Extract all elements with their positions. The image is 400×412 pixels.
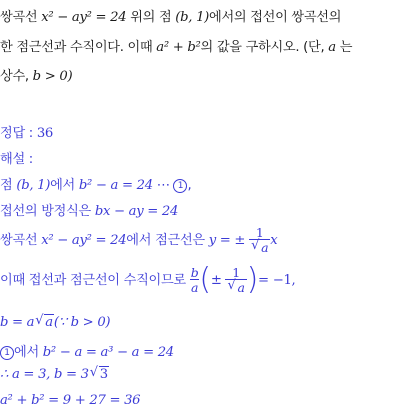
solution-step-2 bbox=[0, 200, 400, 219]
hyperbola-equation: x² − ay² = 24 bbox=[41, 10, 127, 25]
sqrt-icon: √ a bbox=[35, 313, 53, 330]
step-text: 에서 bbox=[14, 345, 43, 360]
problem-text: 쌍곡선 bbox=[0, 10, 42, 25]
step-equation: b² − a = a³ − a = 24 bbox=[42, 345, 174, 360]
solution-step-3 bbox=[0, 226, 400, 254]
circled-number-icon: 1 bbox=[0, 346, 14, 360]
answer-line bbox=[0, 122, 400, 141]
right-paren: ) bbox=[246, 262, 259, 298]
step-equation: b² − a = 24 bbox=[78, 178, 153, 193]
problem-text: 상수, bbox=[0, 69, 33, 84]
solution-step-8 bbox=[0, 393, 400, 408]
sqrt-icon: √ 3 bbox=[89, 365, 108, 382]
step-text: 점 bbox=[0, 178, 17, 193]
variable-x: x bbox=[270, 233, 278, 249]
step-text: 접선의 방정식은 bbox=[0, 204, 95, 219]
step-text: 에서 점근선은 bbox=[126, 233, 209, 249]
condition-note: (∵ b > 0) bbox=[53, 315, 111, 330]
step-equation: ∴ a = 3, b = 3 bbox=[0, 367, 89, 382]
problem-text: 에서의 접선이 쌍곡선의 bbox=[209, 10, 342, 25]
slope-fraction-2: 1 √ a bbox=[227, 265, 245, 296]
step-equation: b = a bbox=[0, 315, 35, 330]
explanation-label bbox=[0, 148, 400, 167]
solution-step-4 bbox=[0, 262, 400, 298]
answer-value: 36 bbox=[36, 126, 53, 141]
slope-fraction: $\frac{b}{a}$ bbox=[190, 265, 199, 296]
tangent-equation: bx − ay = 24 bbox=[94, 204, 179, 219]
variable-a: a bbox=[328, 40, 336, 55]
problem-text: 의 값을 구하시오. (단, bbox=[200, 40, 329, 55]
condition: b > 0) bbox=[32, 69, 73, 84]
step-rhs: = −1, bbox=[258, 273, 296, 289]
solution-step-7 bbox=[0, 367, 400, 382]
solution-step-6 bbox=[0, 341, 400, 360]
problem-text: 위의 점 bbox=[126, 10, 176, 25]
final-equation: a² + b² = 9 + 27 = 36 bbox=[0, 393, 141, 408]
problem-line-3 bbox=[0, 65, 400, 84]
answer-label: 정답 : bbox=[0, 126, 37, 141]
step-text: 쌍곡선 bbox=[0, 233, 42, 249]
step-text: 이때 접선과 점근선이 수직이므로 bbox=[0, 273, 190, 289]
solution-step-1: 점 (b, 1)에서 b² − a = 24 ⋯ 1 , bbox=[0, 178, 192, 193]
sqrt-icon: √ a bbox=[227, 278, 245, 296]
plus-minus: ± bbox=[210, 273, 222, 289]
left-paren: ( bbox=[199, 262, 211, 298]
asymptote-fraction: 1 √ a bbox=[251, 225, 269, 256]
problem-line-2 bbox=[0, 36, 400, 55]
point-label: (b, 1) bbox=[16, 178, 51, 193]
step-text: 에서 bbox=[50, 178, 79, 193]
problem-line-1 bbox=[0, 6, 400, 25]
explanation-heading: 해설 : bbox=[0, 152, 33, 167]
target-expression: a² + b² bbox=[156, 40, 201, 55]
asymptote-lhs: y = ± bbox=[208, 233, 246, 249]
sqrt-icon: √ a bbox=[251, 238, 269, 256]
problem-text: 는 bbox=[335, 40, 353, 55]
hyperbola-equation: x² − ay² = 24 bbox=[41, 233, 127, 249]
solution-step-5 bbox=[0, 315, 400, 330]
problem-text: 한 점근선과 수직이다. 이때 bbox=[0, 40, 157, 55]
circled-number-icon: 1 bbox=[173, 179, 187, 193]
point-label: (b, 1) bbox=[175, 10, 210, 25]
ellipsis: ⋯ bbox=[152, 178, 174, 193]
